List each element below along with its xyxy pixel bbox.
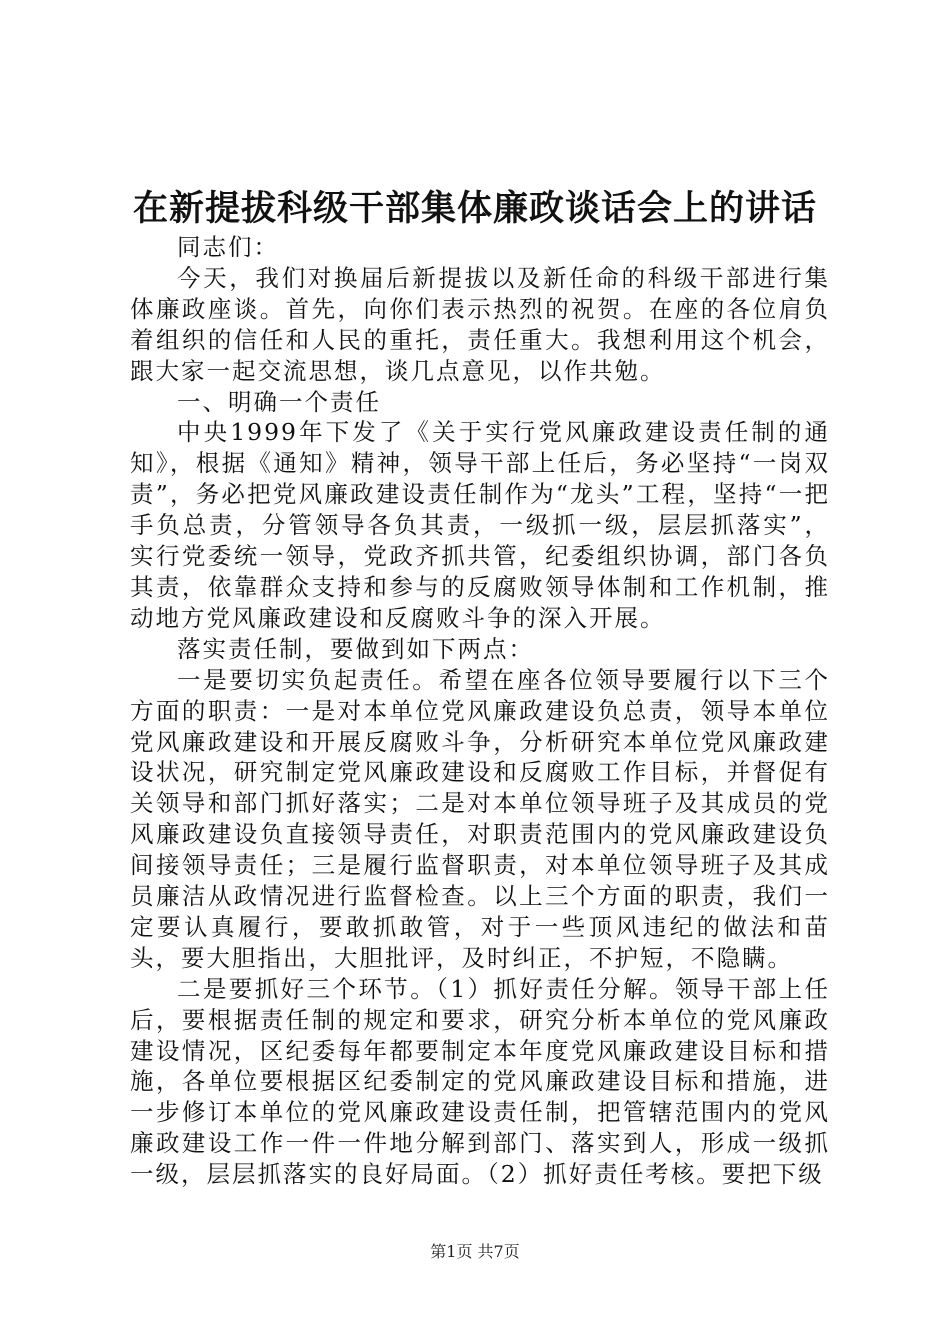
body-paragraph: 落实责任制，要做到如下两点： [177,634,534,663]
body-paragraph: 一是要切实负起责任。希望在座各位领导要履行以下三个方面的职责：一是对本单位党风廉政建设负总责，领导本单位党风廉政建设和开展反腐败斗争，分析研究本单位党风廉政建设状况，研究制定党风廉政建设和反腐败工作目标，并督促有关领导和部门抓好落实；二是对本单位领导班子及其成员的党风廉政建设负直接领导责任，对职责范围内的党风廉政建设负间接领导责任；三是履行监督职责，对本单位领导班子及其成员廉洁从政情况进行监督检查。以上三个方面的职责，我们一定要认真履行，要敢抓敢管，对于一些顶风违纪的做法和苗头，要大胆指出，大胆批评，及时纠正，不护短，不隐瞒。 [130,665,830,972]
page-footer: 第1页 共7页 [430,1242,520,1261]
intro-paragraph: 今天，我们对换届后新提拔以及新任命的科级干部进行集体廉政座谈。首先，向你们表示热烈的祝贺。在座的各位肩负着组织的信任和人民的重托，责任重大。我想利用这个机会，跟大家一起交流思想，谈几点意见，以作共勉。 [130,263,830,385]
section-heading-1: 一、明确一个责任 [177,387,381,416]
document-body [130,232,830,1190]
document-title: 在新提拔科级干部集体廉政谈话会上的讲话 [132,188,817,229]
body-paragraph: 二是要抓好三个环节。（1）抓好责任分解。领导干部上任后，要根据责任制的规定和要求，研究分析本单位的党风廉政建设情况，区纪委每年都要制定本年度党风廉政建设目标和措施，各单位要根据区纪委制定的党风廉政建设目标和措施，进一步修订本单位的党风廉政建设责任制，把管辖范围内的党风廉政建设工作一件一件地分解到部门、落实到人，形成一级抓一级，层层抓落实的良好局面。（2）抓好责任考核。要把下级 [130,974,830,1189]
salutation-paragraph: 同志们： [177,233,279,261]
body-paragraph: 中央1999年下发了《关于实行党风廉政建设责任制的通知》，根据《通知》精神，领导干部上任后，务必坚持“一岗双责”，务必把党风廉政建设责任制作为“龙头”工程，坚持“一把手负总责，分管领导各负其责，一级抓一级，层层抓落实”，实行党委统一领导，党政齐抓共管，纪委组织协调，部门各负其责，依靠群众支持和参与的反腐败领导体制和工作机制，推动地方党风廉政建设和反腐败斗争的深入开展。 [130,418,830,632]
